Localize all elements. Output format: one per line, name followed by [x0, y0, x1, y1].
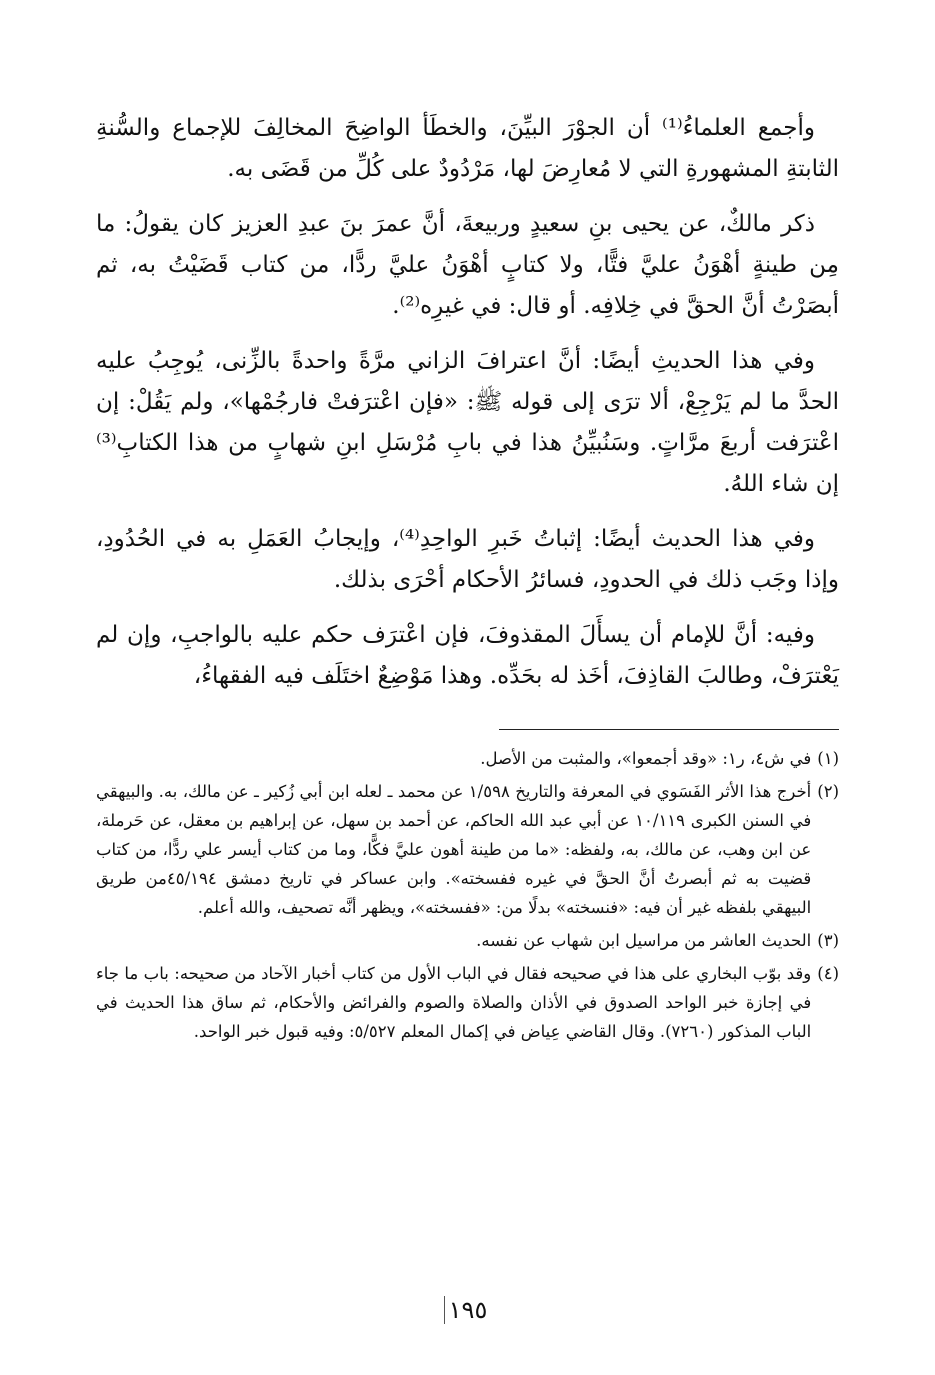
page-number — [0, 1296, 935, 1324]
footnote — [96, 926, 839, 955]
paragraph: وفي هذا الحديثِ أيضًا: أنَّ اعترافَ الزاني مرَّةً واحدةً بالزِّنى، يُوجِبُ عليه الحدَّ ما لم يَرْجِعْ، ألا ترَى إلى قوله ﷺ: «فإن اعْترَفتْ فارجُمْها»، ولم يَقُلْ: إن اعْترَفت أربعَ مرَّاتٍ. وسَنُبيِّنُ هذا في بابِ مُرْسَلِ ابنِ شهابٍ من هذا الكتابِ⁽³⁾ إن شاء اللهُ. — [96, 348, 839, 497]
paragraph: وفيه: أنَّ للإمام أن يسأَلَ المقذوفَ، فإن اعْترَف حكم عليه بالواجبِ، وإن لم يَعْترَفْ، وطالبَ القاذِفَ، أخَذ له بحَدِّه. وهذا مَوْضِعٌ اختَلَف فيه الفقهاءُ، — [96, 622, 839, 689]
footnote — [96, 777, 839, 922]
footnote-number: (٣) — [817, 931, 839, 950]
footnote — [96, 959, 839, 1046]
main-text — [96, 108, 839, 697]
footnote-number: (١) — [817, 749, 839, 768]
footnote-number: (٢) — [817, 782, 839, 801]
footnotes — [96, 744, 839, 1046]
footnote-text: في ش٤، ر١: «وقد أجمعوا»، والمثبت من الأصل. — [480, 749, 812, 768]
paragraph: ذكر مالكٌ، عن يحيى بنِ سعيدٍ وربيعةَ، أنَّ عمرَ بنَ عبدِ العزيز كان يقولُ: ما مِن طينةٍ أهْوَنُ عليَّ فتًّا، ولا كتابٍ أهْوَنُ عليَّ ردًّا، من كتاب قَضَيْتُ به، ثم أبصَرْتُ أنَّ الحقَّ في خِلافِه. أو قال: في غيرِه⁽²⁾. — [96, 211, 839, 319]
footnote-text: وقد بوّب البخاري على هذا في صحيحه فقال في الباب الأول من كتاب أخبار الآحاد من صحيحه: باب ما جاء في إجازة خبر الواحد الصدوق في الأذان والصلاة والصوم والفرائض والأحكام، ثم ساق هذا الحديث في الباب المذكور (٧٢٦٠). وقال القاضي عِياض في إكمال المعلم ٥/٥٢٧: وفيه قبول خبر الواحد. — [96, 964, 812, 1041]
footnote-text: أخرج هذا الأثر الفَسَوي في المعرفة والتاريخ ١/٥٩٨ عن محمد ـ لعله ابن أبي زُكير ـ عن مالك، به. والبيهقي في السنن الكبرى ١٠/١١٩ عن أبي عبد الله الحاكم، عن أحمد بن سهل، عن إبراهيم بن معقل، عن حَرملة، عن ابن وهب، عن مالك، به، ولفظه: «ما من طينة أهون عليَّ فكًّا، وما من كتاب أيسر علي ردًّا، من كتاب قضيت به ثم أبصرتُ أنَّ الحقَّ في غيره ففسخته». وابن عساكر في تاريخ دمشق ٤٥/١٩٤من طريق البيهقي بلفظه غير أن فيه: «فنسخته» بدلًا من: «ففسخته»، ويظهر أنَّه تصحيف، والله أعلم. — [96, 782, 812, 917]
page-number-text: ١٩٥ — [444, 1296, 492, 1324]
paragraph: وأجمع العلماءُ⁽¹⁾ أن الجوْرَ البيِّنَ، والخطَأ الواضِحَ المخالِفَ للإجماع والسُّنةِ الثابتةِ المشهورةِ التي لا مُعارِضَ لها، مَرْدُودٌ على كُلِّ من قَضَى به. — [96, 115, 839, 182]
footnote-separator — [499, 729, 839, 730]
paragraph: وفي هذا الحديث أيضًا: إثباتُ خَبرِ الواحِدِ⁽⁴⁾، وإيجابُ العَمَلِ به في الحُدُودِ، وإذا وجَب ذلك في الحدودِ، فسائرُ الأحكام أحْرَى بذلك. — [96, 526, 839, 593]
footnote-number: (٤) — [817, 964, 839, 983]
footnote — [96, 744, 839, 773]
footnote-text: الحديث العاشر من مراسيل ابن شهاب عن نفسه. — [476, 931, 812, 950]
